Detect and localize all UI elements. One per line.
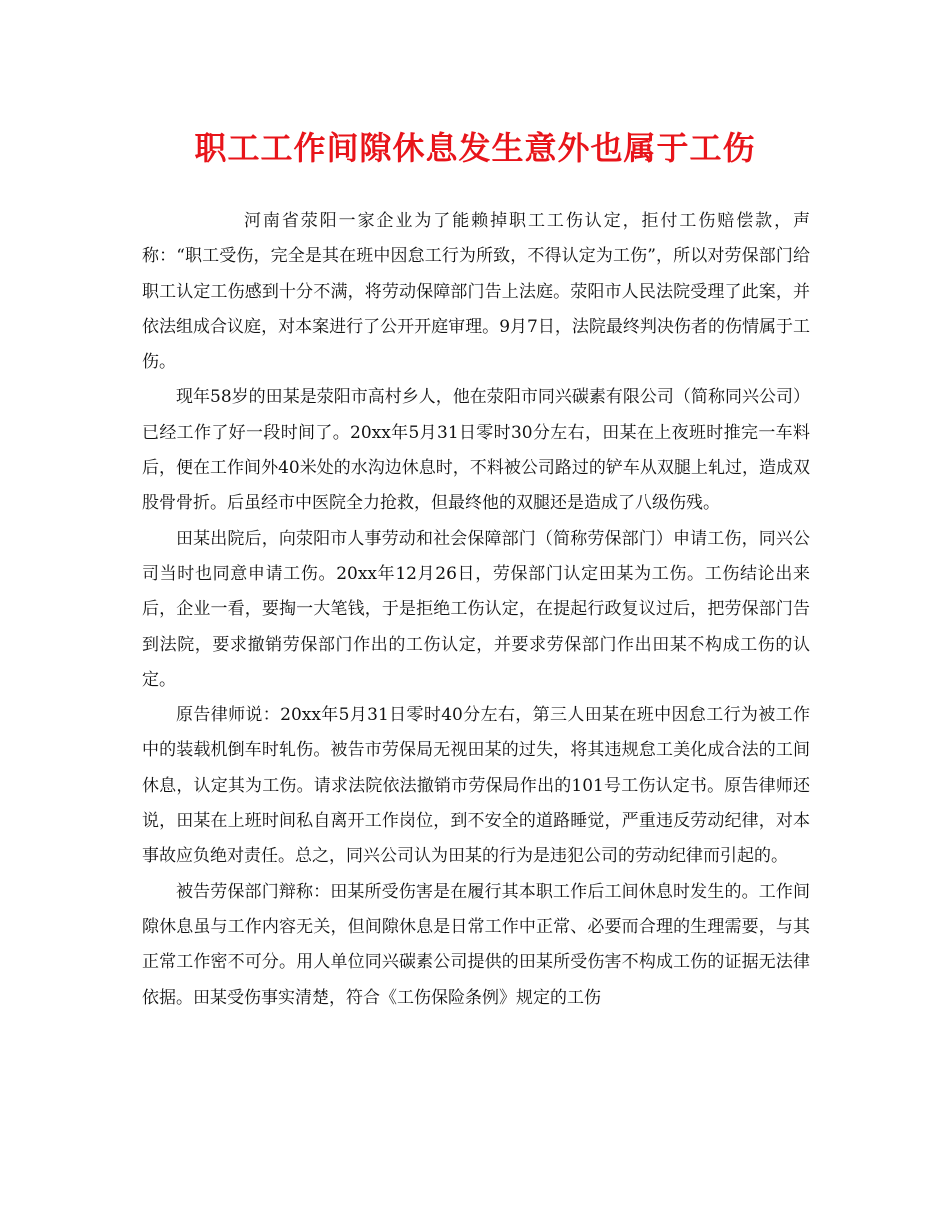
paragraph-5: 被告劳保部门辩称：田某所受伤害是在履行其本职工作后工间休息时发生的。工作间隙休息虽与工作内容无关，但间隙休息是日常工作中正常、必要而合理的生理需要，与其正常工作密不可分。用人单位同兴碳素公司提供的田某所受伤害不构成工伤的证据无法律依据。田某受伤事实清楚，符合《工伤保险条例》规定的工伤 (142, 881, 810, 1008)
paragraph-3: 田某出院后，向荥阳市人事劳动和社会保障部门（简称劳保部门）申请工伤，同兴公司当时也同意申请工伤。20xx年12月26日，劳保部门认定田某为工伤。工伤结论出来后，企业一看，要掏一大笔钱，于是拒绝工伤认定，在提起行政复议过后，把劳保部门告到法院，要求撤销劳保部门作出的工伤认定，并要求劳保部门作出田某不构成工伤的认定。 (142, 528, 810, 690)
document-title: 职工工作间隙休息发生意外也属于工伤 (194, 129, 756, 167)
document-body (142, 204, 810, 1016)
paragraph-4: 原告律师说：20xx年5月31日零时40分左右，第三人田某在班中因怠工行为被工作中的装载机倒车时轧伤。被告市劳保局无视田某的过失，将其违规怠工美化成合法的工间休息，认定其为工伤。请求法院依法撤销市劳保局作出的101号工伤认定书。原告律师还说，田某在上班时间私自离开工作岗位，到不安全的道路睡觉，严重违反劳动纪律，对本事故应负绝对责任。总之，同兴公司认为田某的行为是违犯公司的劳动纪律而引起的。 (142, 705, 810, 867)
paragraph-2: 现年58岁的田某是荥阳市高村乡人，他在荥阳市同兴碳素有限公司（简称同兴公司）已经工作了好一段时间了。20xx年5月31日零时30分左右，田某在上夜班时推完一车料后，便在工作间外40米处的水沟边休息时，不料被公司路过的铲车从双腿上轧过，造成双股骨骨折。后虽经市中医院全力抢救，但最终他的双腿还是造成了八级伤残。 (142, 387, 810, 514)
paragraph-1: 河南省荥阳一家企业为了能赖掉职工工伤认定，拒付工伤赔偿款，声称：“职工受伤，完全是其在班中因怠工行为所致，不得认定为工伤”，所以对劳保部门给职工认定工伤感到十分不满，将劳动保障部门告上法庭。荥阳市人民法院受理了此案，并依法组成合议庭，对本案进行了公开开庭审理。9月7日，法院最终判决伤者的伤情属于工伤。 (142, 211, 810, 373)
